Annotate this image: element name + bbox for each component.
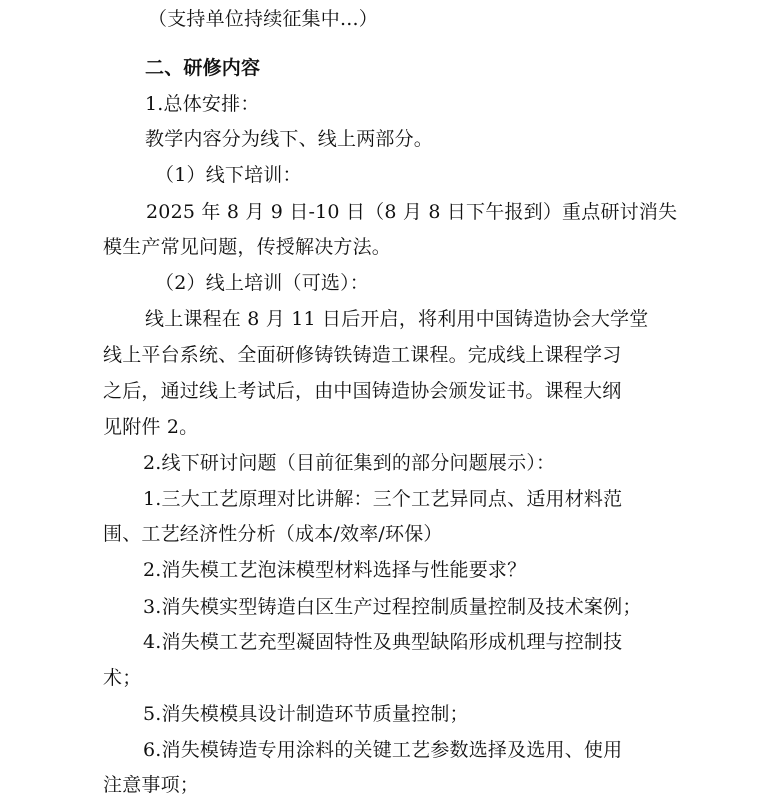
paragraph-text: 教学内容分为线下、线上两部分。 <box>145 128 434 150</box>
subheading-overall-arrangement: 1.总体安排： <box>145 93 260 115</box>
list-item: 3.消失模实型铸造白区生产过程控制质量控制及技术案例； <box>143 596 642 618</box>
paragraph-text: 见附件 2。 <box>103 416 199 438</box>
subheading-offline-topics: 2.线下研讨问题（目前征集到的部分问题展示）： <box>143 452 556 474</box>
list-item-continuation: 围、工艺经济性分析（成本/效率/环保） <box>103 523 443 545</box>
list-item: 5.消失模模具设计制造环节质量控制； <box>143 703 469 725</box>
list-item: 1.三大工艺原理对比讲解：三个工艺异同点、适用材料范 <box>143 488 623 510</box>
subheading-offline-training: （1）线下培训： <box>155 164 302 186</box>
paragraph-text: 线上平台系统、全面研修铸铁铸造工课程。完成线上课程学习 <box>103 344 622 366</box>
paragraph-text: 之后，通过线上考试后，由中国铸造协会颁发证书。课程大纲 <box>103 380 622 402</box>
paragraph-text: 2025 年 8 月 9 日-10 日（8 月 8 日下午报到）重点研讨消失 <box>146 201 678 223</box>
support-units-note: （支持单位持续征集中...） <box>148 8 378 30</box>
list-item: 6.消失模铸造专用涂料的关键工艺参数选择及选用、使用 <box>143 739 623 761</box>
list-item-continuation: 注意事项； <box>103 774 200 796</box>
list-item-continuation: 术； <box>103 667 142 689</box>
paragraph-text: 模生产常见问题，传授解决方法。 <box>103 236 392 258</box>
list-item: 4.消失模工艺充型凝固特性及典型缺陷形成机理与控制技 <box>143 631 623 653</box>
paragraph-text: 线上课程在 8 月 11 日后开启，将利用中国铸造协会大学堂 <box>145 308 649 330</box>
list-item: 2.消失模工艺泡沫模型材料选择与性能要求？ <box>143 559 527 581</box>
section-heading: 二、研修内容 <box>145 57 261 79</box>
subheading-online-training: （2）线上培训（可选）： <box>155 272 369 294</box>
